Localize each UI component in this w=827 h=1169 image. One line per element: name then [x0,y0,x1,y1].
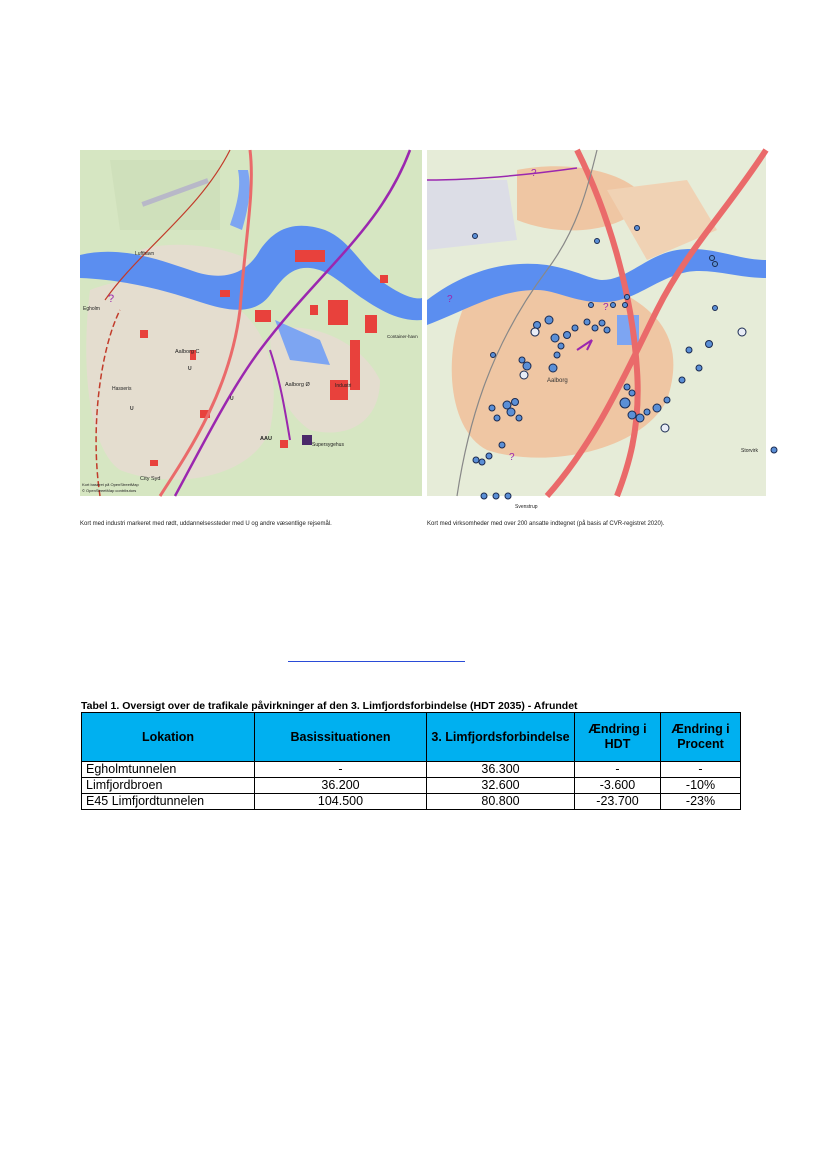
question-mark: ? [447,294,453,305]
label-egholm: Egholm [83,306,100,312]
cell-change-pct: -10% [661,778,741,794]
question-mark: ? [531,168,537,179]
question-mark: ? [603,302,609,313]
label-supersygehus: Supersygehus [312,442,344,448]
cell-change-pct: -23% [661,794,741,810]
companies-map [427,150,766,510]
cell-basis: 36.200 [255,778,427,794]
traffic-table [81,712,741,810]
map-credit-line1: Kort baseret på OpenStreetMap [82,482,139,487]
label-lufthavn: Lufthavn [135,251,155,257]
header-limfjordsforbindelse: 3. Limfjordsforbindelse [427,713,575,762]
cell-location: Egholmtunnelen [82,762,255,778]
industry-map [80,150,422,496]
label-aalborg: Aalborg [547,378,568,384]
label-aau: AAU [260,436,272,442]
table-row [82,794,741,810]
label-city-syd: City Syd [140,476,161,482]
cell-basis: 104.500 [255,794,427,810]
table-row [82,778,741,794]
label-hasseris: Hasseris [112,386,132,392]
education-marker: U [188,366,192,372]
companies-map-graphic [427,150,766,510]
cell-location: E45 Limfjordtunnelen [82,794,255,810]
cell-third: 36.300 [427,762,575,778]
label-containerhavn: Container-havn [387,334,418,339]
label-svenstrup: Svenstrup [515,504,538,510]
cell-change-hdt: -3.600 [575,778,661,794]
cell-change-hdt: -23.700 [575,794,661,810]
map-caption-left: Kort med industri markeret med rødt, uddannelsessteder med U og andre væsentlige rejsemål. [80,521,332,527]
question-mark: ? [108,293,115,305]
header-aendring-hdt: Ændring i HDT [575,713,661,762]
header-lokation: Lokation [82,713,255,762]
label-storvirk: Storvirk [741,448,758,454]
label-industri: Industri [335,383,352,389]
map-credit-line2: © OpenStreetMap contributors [82,488,137,493]
cell-third: 32.600 [427,778,575,794]
education-marker: U [130,406,134,412]
industry-map-graphic [80,150,422,496]
cell-change-hdt: - [575,762,661,778]
cell-location: Limfjordbroen [82,778,255,794]
table-title: Tabel 1. Oversigt over de trafikale påvirkninger af den 3. Limfjordsforbindelse (HDT 2035) - Afrundet [81,700,578,712]
table-row [82,762,741,778]
label-aalborg-o: Aalborg Ø [285,382,310,388]
cell-third: 80.800 [427,794,575,810]
map-caption-right: Kort med virksomheder med over 200 ansatte indtegnet (på basis af CVR-registret 2020). [427,521,665,527]
cell-change-pct: - [661,762,741,778]
hyperlink-underline[interactable] [288,661,465,662]
cell-basis: - [255,762,427,778]
hospital-icon [302,435,312,445]
table-header-row [82,713,741,762]
label-aalborg-c: Aalborg C [175,349,200,355]
education-marker: U [230,396,234,402]
header-aendring-procent: Ændring i Procent [661,713,741,762]
header-basissituationen: Basissituationen [255,713,427,762]
question-mark: ? [509,452,515,463]
